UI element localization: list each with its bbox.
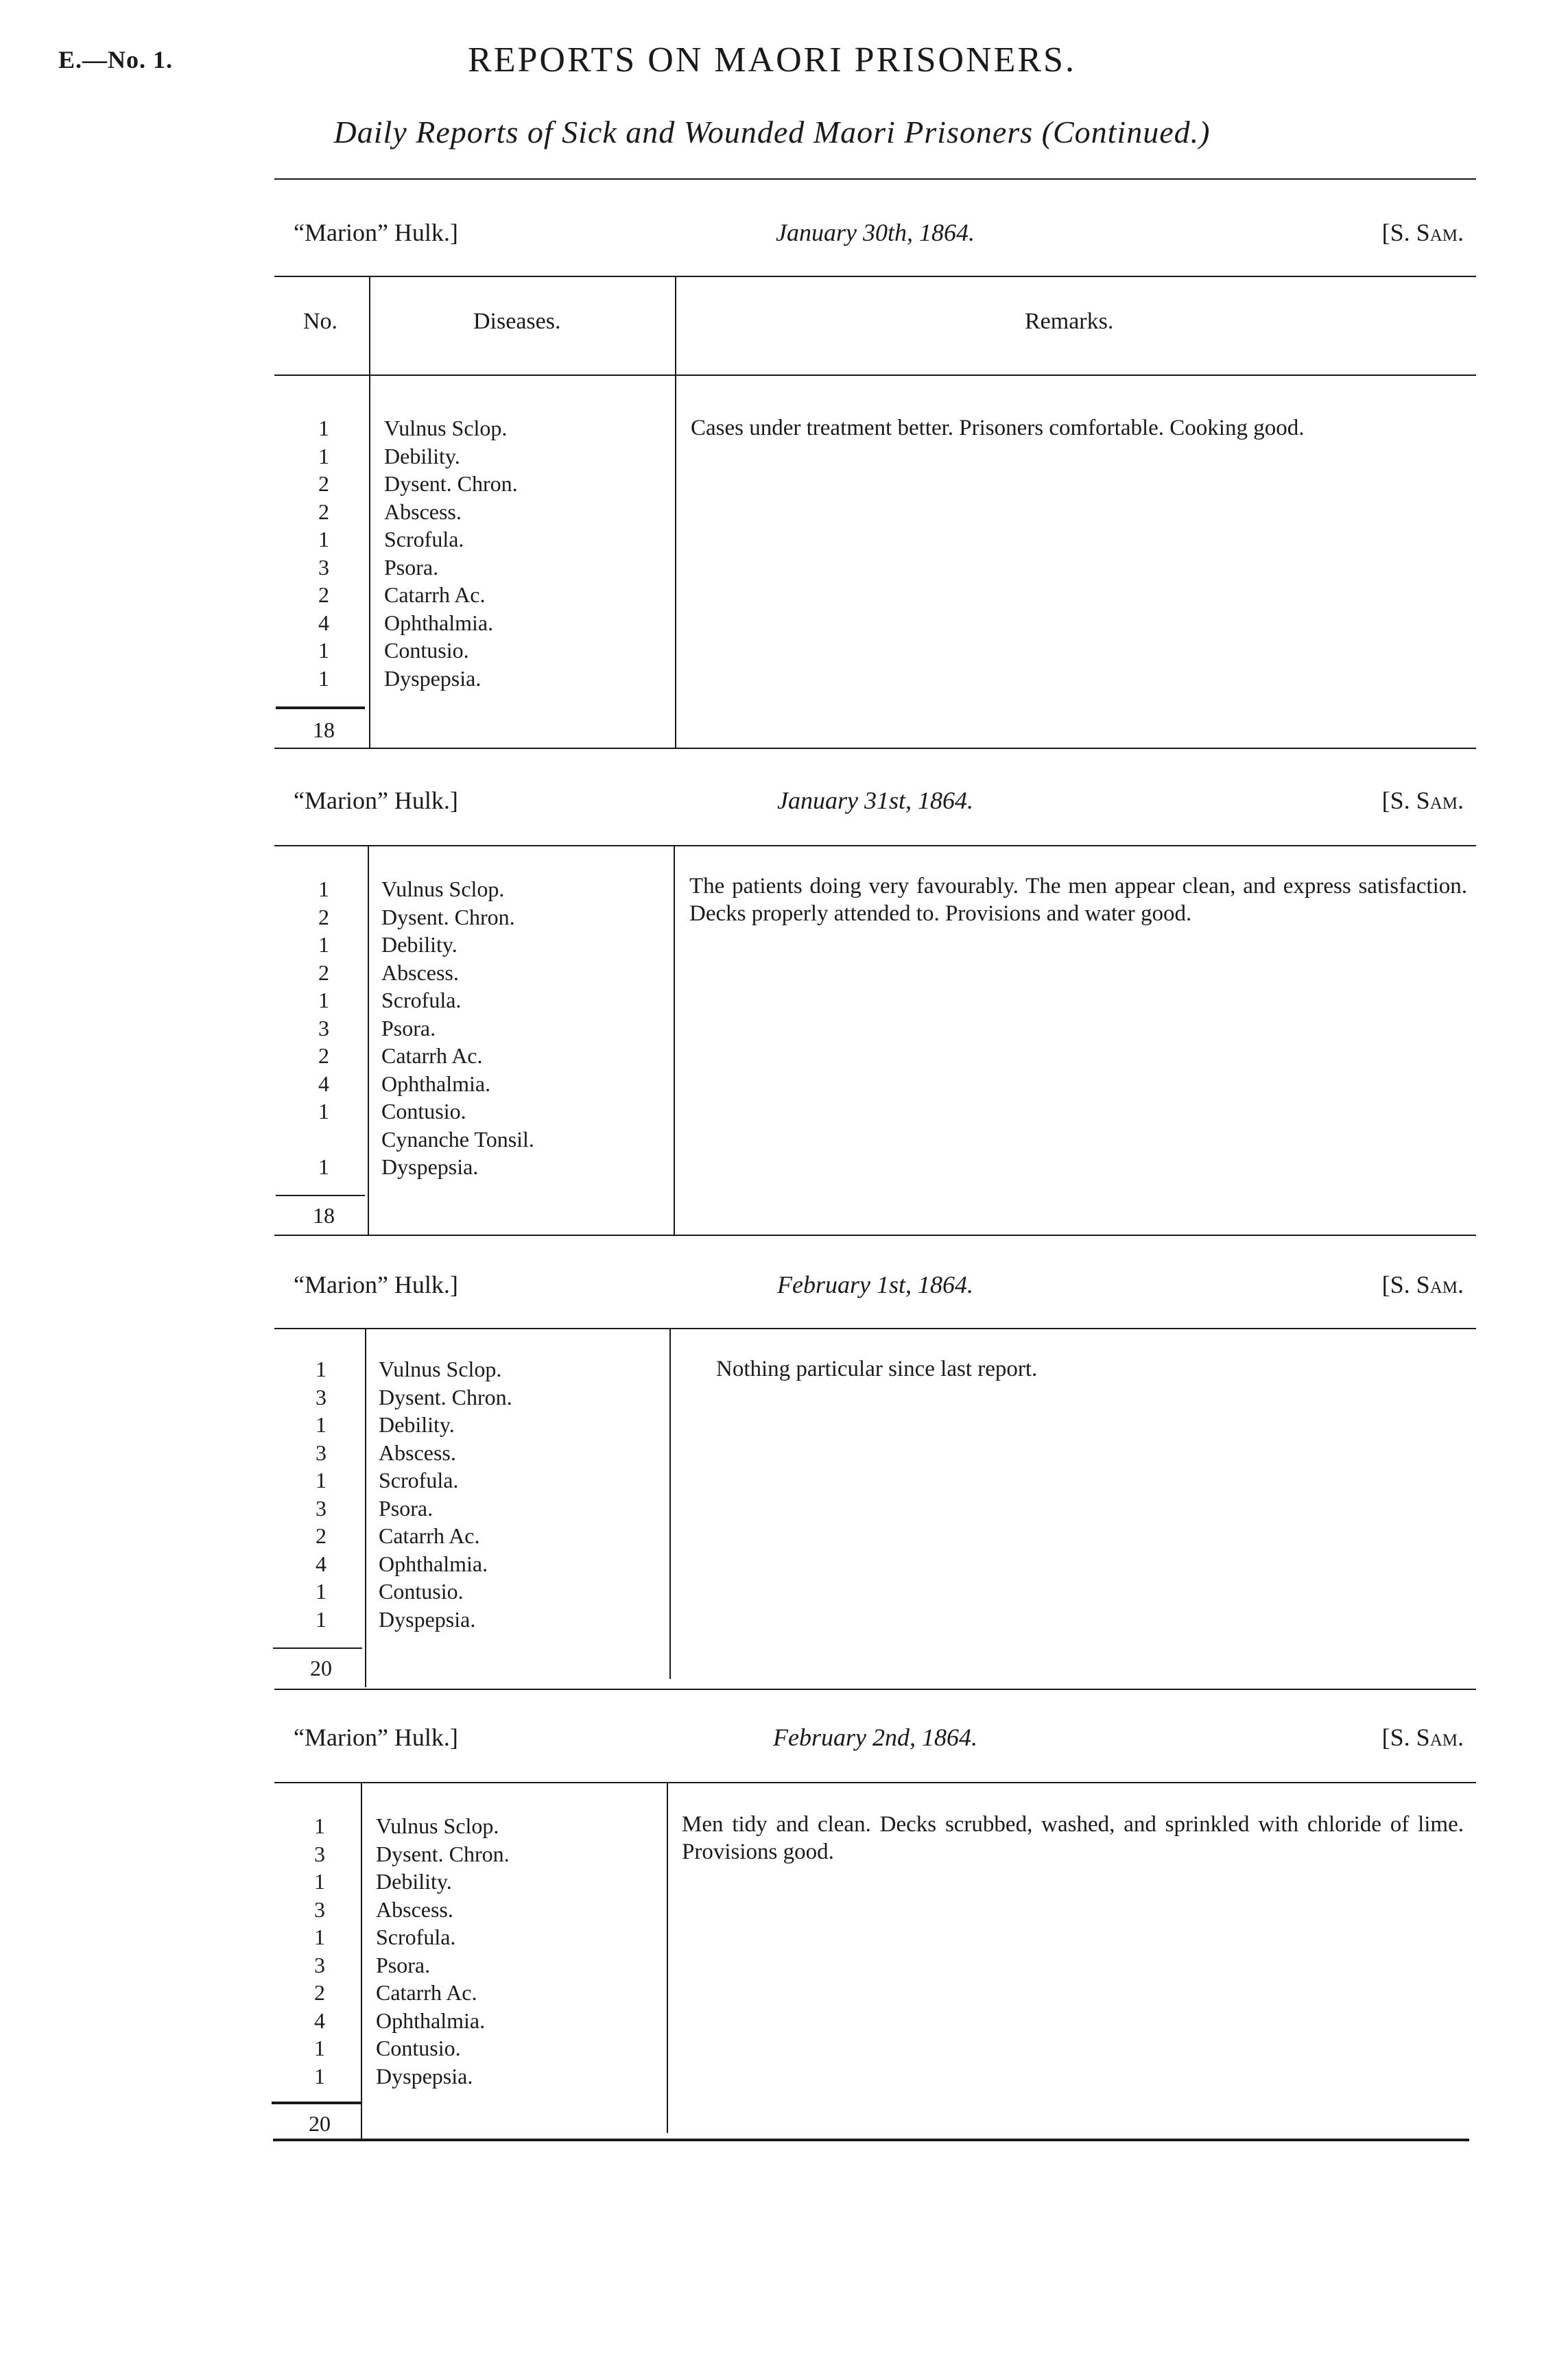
case-count [276,1126,372,1154]
report-date: January 30th, 1864. [776,219,975,246]
section-rule [274,748,1476,749]
section-rule [274,1782,1476,1783]
disease-name: Abscess. [384,499,462,524]
case-count: 1 [318,416,329,440]
sum-rule [276,1195,365,1196]
case-count: 3 [318,1015,329,1040]
case-count: 2 [318,499,329,524]
case-count: 3 [314,1841,325,1866]
case-count: 1 [316,1412,326,1437]
ship-name: “Marion” Hulk.] [294,1271,458,1298]
signature: [S. Sam. [1381,219,1464,246]
disease-name: Contusio. [381,1099,466,1123]
disease-name: Psora. [384,554,439,580]
disease-name: Catarrh Ac. [381,1043,483,1068]
case-count: 1 [318,932,329,957]
disease-name: Dyspepsia. [384,665,482,691]
report-header-feb1 [274,1270,1476,1305]
column-header-no: No. [303,309,338,334]
disease-name: Catarrh Ac. [384,582,486,607]
sum-rule [272,2102,361,2104]
disease-name: Contusio. [376,2036,461,2060]
column-divider [674,846,675,1235]
disease-name: Dysent. Chron. [376,1841,510,1866]
page-reference: E.—No. 1. [58,46,174,73]
section-rule [274,374,1476,376]
case-count: 2 [318,1043,329,1068]
case-count: 1 [318,443,329,468]
case-count: 3 [316,1384,326,1409]
total-count: 20 [309,2111,331,2136]
case-count: 2 [314,1980,325,2005]
total-count: 18 [313,717,335,742]
bottom-rule [273,2139,1469,2141]
page-title: REPORTS ON MAORI PRISONERS. [468,40,1076,80]
disease-name: Cynanche Tonsil. [381,1126,534,1152]
disease-name: Scrofula. [381,988,462,1012]
case-count: 3 [314,1952,325,1977]
section-rule [274,1235,1476,1236]
case-count: 2 [318,582,329,607]
case-count: 4 [318,1071,329,1096]
ship-name: “Marion” Hulk.] [294,1724,458,1751]
disease-name: Scrofula. [384,527,464,551]
case-count: 1 [318,1154,329,1179]
case-counts [276,875,372,1181]
signature: [S. Sam. [1381,1271,1464,1298]
column-divider [669,1329,671,1679]
disease-name: Dysent. Chron. [379,1384,512,1409]
disease-name: Vulnus Sclop. [379,1357,502,1381]
disease-name: Debility. [379,1412,455,1437]
case-count: 1 [318,527,329,551]
column-divider [667,1783,668,2133]
signature: [S. Sam. [1381,787,1464,814]
disease-name: Ophthalmia. [381,1071,491,1096]
disease-name: Abscess. [381,960,459,985]
case-count: 4 [316,1551,326,1576]
ship-name: “Marion” Hulk.] [294,219,458,246]
case-count: 1 [318,665,329,691]
disease-name: Vulnus Sclop. [376,1813,499,1838]
case-count: 3 [316,1495,326,1521]
disease-name: Dyspepsia. [379,1606,476,1632]
case-count: 1 [318,877,329,901]
disease-name: Vulnus Sclop. [384,416,508,440]
disease-name: Debility. [384,443,460,468]
disease-name: Debility. [376,1869,452,1894]
case-counts [273,1355,369,1633]
section-rule [274,276,1476,277]
disease-name: Contusio. [384,638,469,663]
disease-name: Ophthalmia. [384,610,494,635]
disease-name: Psora. [376,1952,431,1977]
disease-list [384,414,518,692]
disease-name: Vulnus Sclop. [381,877,505,901]
column-header-remarks: Remarks. [1025,309,1114,334]
section-rule [274,1689,1476,1690]
disease-name: Abscess. [376,1896,453,1922]
case-count: 1 [318,1099,329,1123]
remarks-text: The patients doing very favourably. The men appear clean, and express satisfaction. Decks properly attended to. Provisions and water good. [689,874,1467,926]
case-count: 2 [318,471,329,496]
case-count: 1 [314,1925,325,1949]
disease-name: Scrofula. [379,1468,459,1492]
section-rule [274,1328,1476,1329]
case-count: 1 [316,1606,326,1632]
disease-name: Debility. [381,932,458,957]
disease-name: Catarrh Ac. [379,1523,480,1548]
case-count: 1 [314,1813,325,1838]
total-count: 18 [313,1203,335,1228]
report-date: February 2nd, 1864. [773,1724,977,1751]
remarks-text: Men tidy and clean. Decks scrubbed, washed, and sprinkled with chloride of lime. Provisions good. [682,1812,1464,1864]
ship-name: “Marion” Hulk.] [294,787,458,814]
disease-list [381,875,534,1181]
case-count: 2 [318,960,329,985]
remarks-text: Nothing particular since last report. [716,1357,1038,1381]
column-divider [675,277,676,748]
remarks-text: Cases under treatment better. Prisoners comfortable. Cooking good. [691,416,1305,440]
case-count: 1 [316,1357,326,1381]
case-count: 3 [314,1896,325,1922]
report-date: January 31st, 1864. [777,787,973,814]
page-subtitle: Daily Reports of Sick and Wounded Maori Prisoners (Continued.) [333,115,1211,150]
disease-list [379,1355,512,1633]
sum-rule [273,1647,362,1649]
signature: [S. Sam. [1381,1724,1464,1751]
disease-name: Ophthalmia. [376,2008,486,2033]
disease-name: Scrofula. [376,1925,456,1949]
top-rule [274,178,1476,180]
disease-name: Dyspepsia. [376,2063,473,2089]
disease-name: Ophthalmia. [379,1551,488,1576]
case-count: 1 [314,2036,325,2060]
case-count: 4 [318,610,329,635]
case-count: 2 [316,1523,326,1548]
case-count: 1 [316,1579,326,1604]
disease-name: Dysent. Chron. [384,471,518,496]
disease-name: Psora. [381,1015,436,1040]
case-count: 4 [314,2008,325,2033]
report-header-jan30 [274,218,1476,252]
case-count: 3 [318,554,329,580]
report-date: February 1st, 1864. [777,1271,973,1298]
case-counts [276,414,372,692]
case-count: 1 [314,2063,325,2089]
disease-name: Contusio. [379,1579,464,1604]
case-count: 1 [318,638,329,663]
report-header-feb2 [274,1723,1476,1757]
disease-name: Catarrh Ac. [376,1980,477,2005]
disease-name: Psora. [379,1495,433,1521]
disease-name: Dyspepsia. [381,1154,479,1179]
disease-name: Dysent. Chron. [381,904,515,929]
sum-rule [276,706,365,709]
case-counts [272,1812,368,2090]
case-count: 3 [316,1440,326,1465]
disease-list [376,1812,510,2090]
total-count: 20 [310,1656,332,1680]
report-header-jan31 [274,786,1476,820]
case-count: 2 [318,904,329,929]
section-rule [274,845,1476,846]
column-header-diseases: Diseases. [473,309,561,334]
case-count: 1 [318,988,329,1012]
disease-name: Abscess. [379,1440,456,1465]
case-count: 1 [316,1468,326,1492]
case-count: 1 [314,1869,325,1894]
